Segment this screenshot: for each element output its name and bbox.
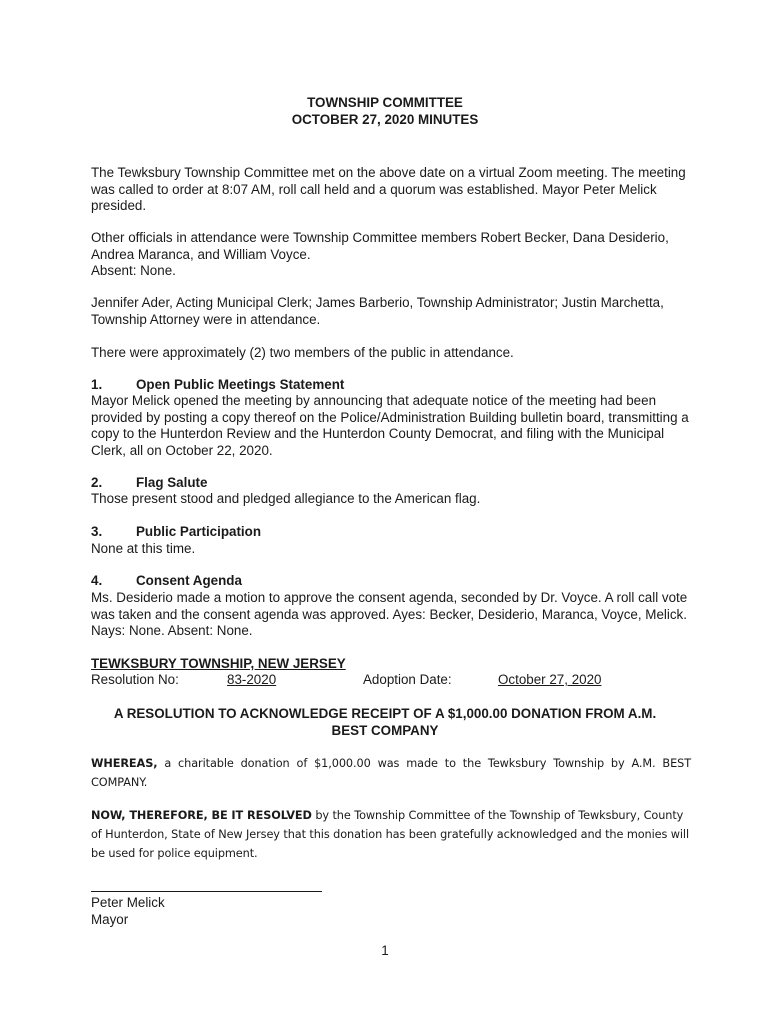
section-heading <box>91 475 207 492</box>
attendance-paragraph: Other officials in attendance were Township Committee members Robert Becker, Dana Desiderio, Andrea Maranca, and William Voyce. <box>91 230 669 262</box>
section-number: 3. <box>91 524 103 539</box>
public-paragraph: There were approximately (2) two members of the public in attendance. <box>91 345 514 360</box>
resolved-clause <box>91 806 691 863</box>
section-title: Public Participation <box>136 524 262 539</box>
adoption-date-label: Adoption Date: <box>363 672 452 687</box>
document-subtitle: OCTOBER 27, 2020 MINUTES <box>291 112 479 127</box>
section-body: Mayor Melick opened the meeting by announcing that adequate notice of the meeting had been provided by posting a copy thereof on the Police/Administration Building bulletin board, transmitting a copy to the Hunterdon Review and the Hunterdon County Democrat, and filing with the Municipal Clerk, all on October 22, 2020. <box>91 393 689 458</box>
municipality-heading: TEWKSBURY TOWNSHIP, NEW JERSEY <box>91 656 346 671</box>
resolved-text: by the Township Committee of the Township of Tewksbury, County of Hunterdon, State of New Jersey that this donation has been gratefully acknowledged and the monies will be used for police equipment. <box>91 809 690 860</box>
resolution-info-row <box>91 672 691 689</box>
page-number: 1 <box>381 943 389 958</box>
signature-line <box>91 891 322 892</box>
section-heading <box>91 377 344 394</box>
intro-paragraph: The Tewksbury Township Committee met on the above date on a virtual Zoom meeting. The meeting was called to order at 8:07 AM, roll call held and a quorum was established. Mayor Peter Melick presided. <box>91 165 686 213</box>
staff-paragraph: Jennifer Ader, Acting Municipal Clerk; James Barberio, Township Administrator; Justin Marchetta, Township Attorney were in attendance. <box>91 295 664 327</box>
section-heading <box>91 573 242 590</box>
whereas-clause <box>91 754 691 792</box>
resolution-heading: A RESOLUTION TO ACKNOWLEDGE RECEIPT OF A $1,000.00 DONATION FROM A.M. BEST COMPANY <box>113 706 657 738</box>
resolution-number-label: Resolution No: <box>91 672 179 687</box>
section-number: 4. <box>91 573 103 588</box>
signatory-name: Peter Melick <box>91 895 165 910</box>
section-number: 2. <box>91 475 103 490</box>
resolution-number-value: 83-2020 <box>227 672 277 687</box>
absent-line: Absent: None. <box>91 263 176 278</box>
section-body: None at this time. <box>91 541 196 556</box>
whereas-text: a charitable donation of $1,000.00 was made to the Tewksbury Township by A.M. BEST COMPANY. <box>91 757 691 789</box>
section-body: Those present stood and pledged allegiance to the American flag. <box>91 491 481 506</box>
section-title: Consent Agenda <box>136 573 242 588</box>
section-title: Flag Salute <box>136 475 208 490</box>
whereas-lead: WHEREAS, <box>91 757 158 770</box>
document-title: TOWNSHIP COMMITTEE <box>307 95 463 110</box>
section-title: Open Public Meetings Statement <box>136 377 345 392</box>
section-heading <box>91 524 261 541</box>
section-number: 1. <box>91 377 103 392</box>
resolved-lead: NOW, THEREFORE, BE IT RESOLVED <box>91 809 312 822</box>
section-body: Ms. Desiderio made a motion to approve the consent agenda, seconded by Dr. Voyce. A roll call vote was taken and the consent agenda was approved. Ayes: Becker, Desiderio, Maranca, Voyce, Melick. Nays: None. Absent: None. <box>91 590 688 638</box>
signatory-title: Mayor <box>91 912 129 927</box>
adoption-date-value: October 27, 2020 <box>498 672 602 687</box>
